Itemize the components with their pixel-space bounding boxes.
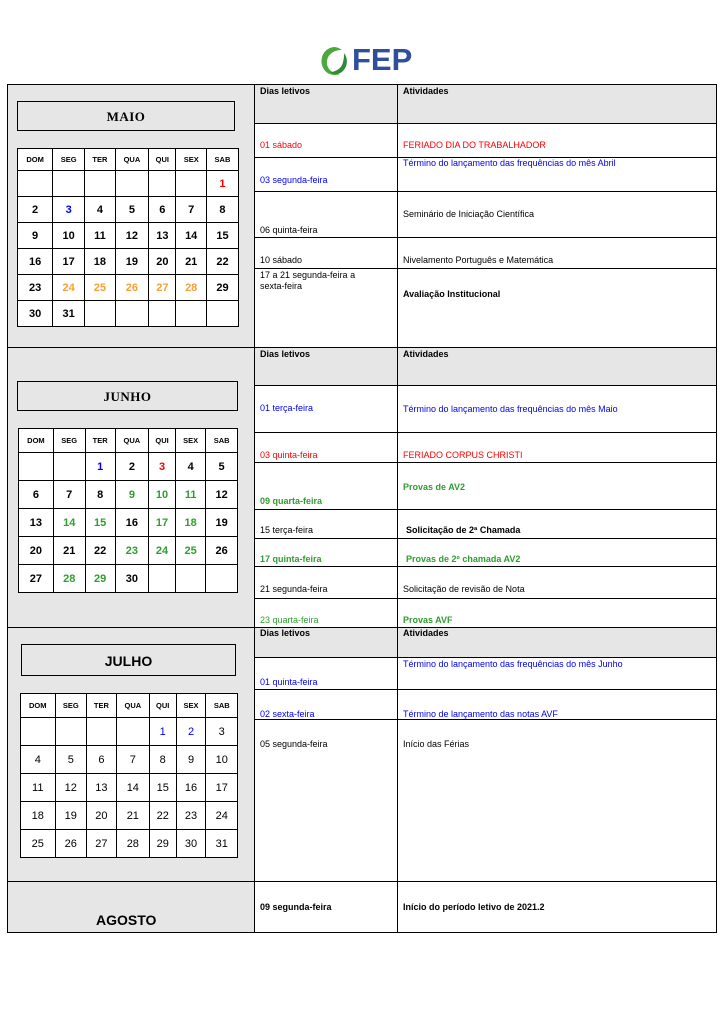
calendar-day: 6 (86, 746, 116, 774)
calendar-day (206, 565, 238, 593)
junho-atividade-4: Provas de 2º chamada AV2 (406, 554, 521, 564)
calendar-day: 23 (115, 537, 148, 565)
calendar-day: 9 (18, 223, 53, 249)
calendar-day: 16 (176, 774, 206, 802)
junho-dia-4: 17 quinta-feira (260, 554, 322, 564)
calendar-week (19, 565, 238, 593)
calendar-day: 28 (176, 275, 206, 301)
header-atividades: Atividades (403, 86, 449, 96)
calendar-week (18, 197, 239, 223)
junho-title: JUNHO (17, 381, 238, 411)
calendar-day: 7 (176, 197, 206, 223)
weekday-header: TER (86, 694, 116, 718)
maio-atividade-0: FERIADO DIA DO TRABALHADOR (403, 140, 546, 150)
calendar-day: 8 (85, 481, 115, 509)
calendar-day: 18 (176, 509, 206, 537)
calendar-day: 5 (55, 746, 86, 774)
calendar-day: 20 (86, 802, 116, 830)
julho-atividade-0: Término do lançamento das frequências do mês Junho (403, 659, 623, 669)
calendar-day: 9 (115, 481, 148, 509)
calendar-day (18, 171, 53, 197)
calendar-day: 30 (176, 830, 206, 858)
junho-atividade-3: Solicitação de 2ª Chamada (406, 525, 521, 535)
calendar-day: 5 (206, 453, 238, 481)
weekday-header: SEG (53, 429, 85, 453)
junho-dia-3: 15 terça-feira (260, 525, 314, 535)
calendar-day: 18 (85, 249, 115, 275)
calendar-day: 11 (176, 481, 206, 509)
calendar-day: 2 (176, 718, 206, 746)
junho-atividade-0: Término do lançamento das frequências do mês Maio (403, 404, 618, 414)
calendar-day: 12 (115, 223, 149, 249)
maio-calendar (17, 148, 239, 327)
weekday-header: TER (85, 149, 115, 171)
calendar-day: 29 (206, 275, 238, 301)
calendar-day: 4 (21, 746, 56, 774)
weekday-header: SEX (176, 149, 206, 171)
calendar-day: 13 (149, 223, 176, 249)
weekday-header: QUI (149, 694, 176, 718)
calendar-day: 17 (53, 249, 85, 275)
calendar-day: 22 (149, 802, 176, 830)
calendar-day: 12 (55, 774, 86, 802)
junho-dia-2: 09 quarta-feira (260, 496, 323, 506)
calendar-day: 24 (53, 275, 85, 301)
calendar-day: 7 (116, 746, 149, 774)
weekday-header: QUA (116, 694, 149, 718)
junho-dia-1: 03 quinta-feira (260, 450, 318, 460)
calendar-day: 11 (85, 223, 115, 249)
calendar-day (53, 453, 85, 481)
calendar-week (21, 718, 238, 746)
calendar-day (176, 565, 206, 593)
julho-atividade-1: Término de lançamento das notas AVF (403, 709, 558, 719)
calendar-day: 10 (149, 481, 176, 509)
calendar-day: 4 (85, 197, 115, 223)
calendar-day: 29 (85, 565, 115, 593)
maio-atividade-4: Avaliação Institucional (403, 289, 501, 299)
weekday-header: SAB (206, 694, 238, 718)
calendar-day: 15 (85, 509, 115, 537)
calendar-week (18, 223, 239, 249)
weekday-header: DOM (21, 694, 56, 718)
calendar-week (21, 746, 238, 774)
weekday-header: SEG (55, 694, 86, 718)
calendar-day: 27 (86, 830, 116, 858)
calendar-day (19, 453, 54, 481)
calendar-day: 30 (115, 565, 148, 593)
calendar-day: 27 (19, 565, 54, 593)
junho-atividade-5: Solicitação de revisão de Nota (403, 584, 525, 594)
weekday-header: TER (85, 429, 115, 453)
calendar-day (53, 171, 85, 197)
calendar-day: 1 (206, 171, 238, 197)
calendar-day (85, 301, 115, 327)
junho-dia-5: 21 segunda-feira (260, 584, 328, 594)
calendar-day: 12 (206, 481, 238, 509)
calendar-day: 7 (53, 481, 85, 509)
calendar-day: 28 (53, 565, 85, 593)
maio-dia-3: 10 sábado (260, 255, 303, 265)
agosto-title: AGOSTO (96, 912, 157, 928)
header-dias-letivos: Dias letivos (260, 628, 311, 638)
junho-dia-0: 01 terça-feira (260, 403, 314, 413)
calendar-day: 13 (86, 774, 116, 802)
maio-atividade-1: Término do lançamento das frequências do mês Abril (403, 158, 616, 168)
calendar-day: 21 (116, 802, 149, 830)
calendar-day (176, 301, 206, 327)
calendar-week (18, 249, 239, 275)
calendar-day: 19 (55, 802, 86, 830)
calendar-day: 3 (149, 453, 176, 481)
calendar-day (116, 718, 149, 746)
calendar-day: 13 (19, 509, 54, 537)
maio-atividade-2: Seminário de Iniciação Científica (403, 209, 535, 219)
calendar-day (85, 171, 115, 197)
calendar-day: 20 (149, 249, 176, 275)
calendar-day (176, 171, 206, 197)
calendar-week (18, 171, 239, 197)
junho-atividade-6: Provas AVF (403, 615, 453, 625)
calendar-week (21, 802, 238, 830)
calendar-day: 19 (115, 249, 149, 275)
calendar-day: 6 (149, 197, 176, 223)
maio-dia-4: 17 a 21 segunda-feira a (260, 270, 356, 280)
agosto-atividade-0: Início do período letivo de 2021.2 (403, 902, 545, 912)
calendar-day: 26 (206, 537, 238, 565)
julho-title: JULHO (21, 644, 236, 676)
calendar-day: 26 (115, 275, 149, 301)
calendar-day: 16 (115, 509, 148, 537)
calendar-week (18, 301, 239, 327)
calendar-week (19, 453, 238, 481)
calendar-day: 1 (85, 453, 115, 481)
calendar-day (149, 301, 176, 327)
calendar-day: 1 (149, 718, 176, 746)
calendar-day: 2 (115, 453, 148, 481)
weekday-header: DOM (18, 149, 53, 171)
header-dias-letivos: Dias letivos (260, 86, 311, 96)
calendar-day: 15 (149, 774, 176, 802)
junho-dia-6: 23 quarta-feira (260, 615, 319, 625)
junho-atividade-1: FERIADO CORPUS CHRISTI (403, 450, 523, 460)
maio-dia-0: 01 sábado (260, 140, 303, 150)
weekday-header: QUI (149, 429, 176, 453)
calendar-day: 24 (149, 537, 176, 565)
julho-weeks (21, 718, 238, 858)
calendar-day: 28 (116, 830, 149, 858)
calendar-day: 19 (206, 509, 238, 537)
calendar-day (206, 301, 238, 327)
maio-dia-2: 06 quinta-feira (260, 225, 318, 235)
calendar-day: 10 (53, 223, 85, 249)
calendar-day: 4 (176, 453, 206, 481)
weekday-header: SEX (176, 694, 206, 718)
calendar-day: 25 (85, 275, 115, 301)
weekday-header: QUA (115, 149, 149, 171)
julho-calendar (20, 693, 238, 858)
maio-dia-4-line2: sexta-feira (260, 281, 303, 291)
calendar-day: 31 (206, 830, 238, 858)
calendar-day: 14 (53, 509, 85, 537)
calendar-day: 11 (21, 774, 56, 802)
weekday-header: SAB (206, 149, 238, 171)
maio-weeks (18, 171, 239, 327)
fep-logo (318, 44, 428, 80)
calendar-day: 2 (18, 197, 53, 223)
calendar-day (149, 565, 176, 593)
maio-atividade-3: Nivelamento Português e Matemática (403, 255, 554, 265)
calendar-day: 16 (18, 249, 53, 275)
calendar-day: 30 (18, 301, 53, 327)
calendar-week (18, 275, 239, 301)
calendar-day (149, 171, 176, 197)
junho-calendar (18, 428, 238, 593)
calendar-day: 6 (19, 481, 54, 509)
calendar-day: 8 (149, 746, 176, 774)
calendar-day: 18 (21, 802, 56, 830)
header-atividades: Atividades (403, 349, 449, 359)
calendar-week (21, 830, 238, 858)
calendar-day: 17 (149, 509, 176, 537)
header-dias-letivos: Dias letivos (260, 349, 311, 359)
junho-weeks (19, 453, 238, 593)
leaf-swirl-icon (318, 44, 350, 78)
calendar-day (115, 171, 149, 197)
calendar-day: 5 (115, 197, 149, 223)
calendar-day: 3 (206, 718, 238, 746)
calendar-day: 14 (116, 774, 149, 802)
header-atividades: Atividades (403, 628, 449, 638)
weekday-header: QUI (149, 149, 176, 171)
calendar-day: 22 (206, 249, 238, 275)
calendar-day (55, 718, 86, 746)
calendar-day (86, 718, 116, 746)
calendar-week (21, 774, 238, 802)
calendar-day: 20 (19, 537, 54, 565)
weekday-header: SEG (53, 149, 85, 171)
calendar-day: 17 (206, 774, 238, 802)
weekday-header: SEX (176, 429, 206, 453)
julho-dia-0: 01 quinta-feira (260, 677, 318, 687)
calendar-day: 10 (206, 746, 238, 774)
weekday-header: DOM (19, 429, 54, 453)
julho-dia-2: 05 segunda-feira (260, 739, 328, 749)
maio-title: MAIO (17, 101, 235, 131)
logo-text: FEP (352, 42, 413, 77)
calendar-day: 29 (149, 830, 176, 858)
calendar-day: 8 (206, 197, 238, 223)
calendar-day: 3 (53, 197, 85, 223)
calendar-day: 9 (176, 746, 206, 774)
calendar-day: 22 (85, 537, 115, 565)
calendar-day: 25 (21, 830, 56, 858)
weekday-header: QUA (115, 429, 148, 453)
julho-dia-1: 02 sexta-feira (260, 709, 315, 719)
calendar-day (115, 301, 149, 327)
calendar-day: 21 (53, 537, 85, 565)
calendar-day: 31 (53, 301, 85, 327)
maio-dia-1: 03 segunda-feira (260, 175, 328, 185)
calendar-day: 25 (176, 537, 206, 565)
calendar-day (21, 718, 56, 746)
calendar-day: 27 (149, 275, 176, 301)
calendar-day: 26 (55, 830, 86, 858)
calendar-week (19, 481, 238, 509)
calendar-day: 15 (206, 223, 238, 249)
agosto-dia-0: 09 segunda-feira (260, 902, 332, 912)
calendar-week (19, 509, 238, 537)
calendar-day: 14 (176, 223, 206, 249)
julho-atividade-2: Início das Férias (403, 739, 470, 749)
calendar-week (19, 537, 238, 565)
junho-atividade-2: Provas de AV2 (403, 482, 466, 492)
calendar-day: 21 (176, 249, 206, 275)
calendar-day: 23 (176, 802, 206, 830)
weekday-header: SAB (206, 429, 238, 453)
calendar-day: 23 (18, 275, 53, 301)
calendar-day: 24 (206, 802, 238, 830)
